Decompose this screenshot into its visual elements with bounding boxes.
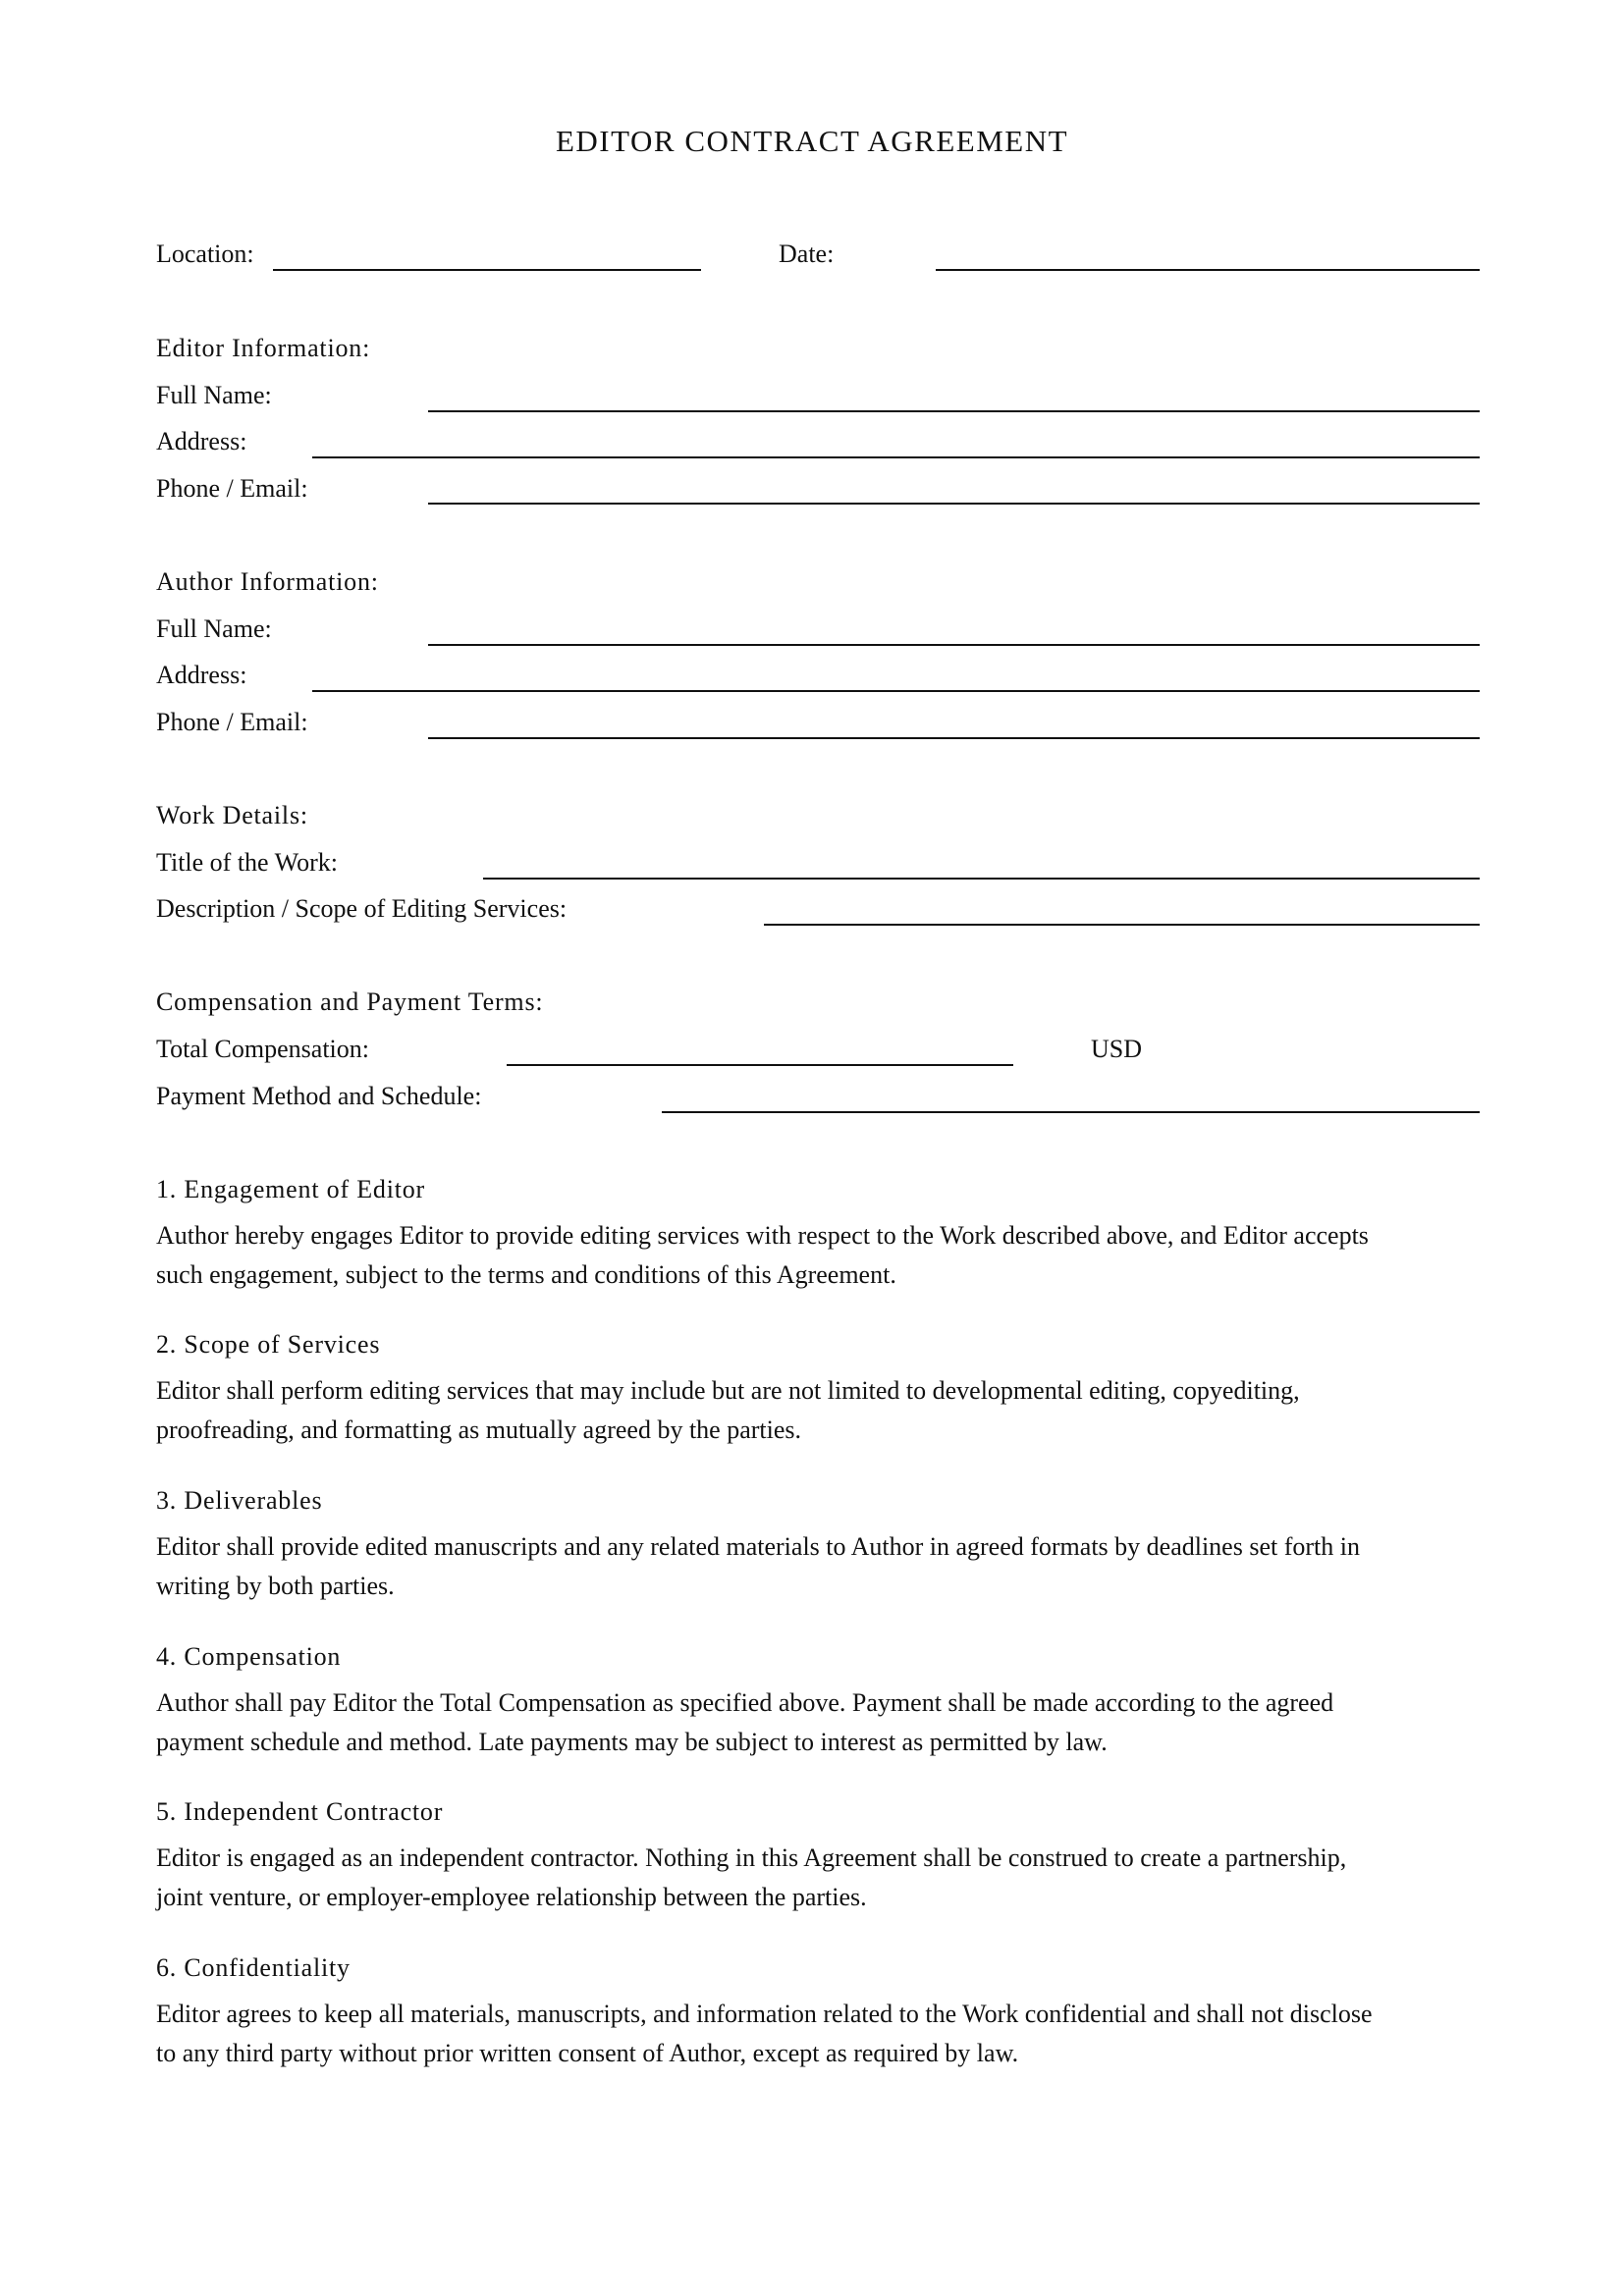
- payment-method-label: Payment Method and Schedule:: [156, 1082, 482, 1110]
- author-full-name-label: Full Name:: [156, 614, 272, 643]
- date-field[interactable]: [936, 269, 1480, 271]
- section-body: [156, 1683, 1482, 1762]
- location-label: Location:: [156, 240, 254, 268]
- author-address-field[interactable]: [312, 690, 1480, 692]
- total-compensation-field[interactable]: [507, 1064, 1013, 1066]
- section-body: [156, 1995, 1482, 2073]
- total-compensation-label: Total Compensation:: [156, 1035, 369, 1063]
- section-line: joint venture, or employer-employee relationship between the parties.: [156, 1883, 867, 1911]
- section-line: payment schedule and method. Late payments may be subject to interest as permitted by law.: [156, 1728, 1108, 1756]
- section-line: writing by both parties.: [156, 1572, 395, 1600]
- work-title-label: Title of the Work:: [156, 848, 338, 877]
- section-line: such engagement, subject to the terms and conditions of this Agreement.: [156, 1260, 896, 1289]
- section-line: Editor is engaged as an independent contractor. Nothing in this Agreement shall be construed to create a partnership,: [156, 1843, 1347, 1872]
- editor-full-name-field[interactable]: [428, 410, 1480, 412]
- section-body: [156, 1527, 1482, 1606]
- section-body: [156, 1839, 1482, 1917]
- location-field[interactable]: [273, 269, 701, 271]
- section-heading: 1. Engagement of Editor: [156, 1175, 425, 1203]
- editor-address-label: Address:: [156, 427, 247, 455]
- editor-info-heading: Editor Information:: [156, 334, 371, 362]
- section-line: Editor agrees to keep all materials, manuscripts, and information related to the Work confidential and shall not disclose: [156, 2000, 1373, 2028]
- work-description-label: Description / Scope of Editing Services:: [156, 894, 568, 923]
- payment-method-field[interactable]: [662, 1111, 1480, 1113]
- editor-phone-email-label: Phone / Email:: [156, 474, 308, 503]
- compensation-heading: Compensation and Payment Terms:: [156, 988, 544, 1016]
- author-phone-email-field[interactable]: [428, 737, 1480, 739]
- section-heading: 3. Deliverables: [156, 1486, 323, 1515]
- editor-full-name-label: Full Name:: [156, 381, 272, 409]
- work-title-field[interactable]: [483, 878, 1480, 880]
- section-heading: 6. Confidentiality: [156, 1953, 351, 1982]
- section-line: to any third party without prior written consent of Author, except as required by law.: [156, 2039, 1019, 2067]
- editor-phone-email-field[interactable]: [428, 503, 1480, 505]
- section-body: [156, 1216, 1482, 1295]
- section-heading: 5. Independent Contractor: [156, 1797, 444, 1826]
- work-details-heading: Work Details:: [156, 801, 308, 829]
- document-title: EDITOR CONTRACT AGREEMENT: [555, 124, 1069, 158]
- section-heading: 2. Scope of Services: [156, 1330, 381, 1359]
- author-address-label: Address:: [156, 661, 247, 689]
- author-full-name-field[interactable]: [428, 644, 1480, 646]
- section-line: Author shall pay Editor the Total Compensation as specified above. Payment shall be made according to the agreed: [156, 1688, 1334, 1717]
- work-description-field[interactable]: [764, 924, 1480, 926]
- section-heading: 4. Compensation: [156, 1642, 342, 1671]
- section-line: Author hereby engages Editor to provide editing services with respect to the Work described above, and Editor accepts: [156, 1221, 1369, 1250]
- author-phone-email-label: Phone / Email:: [156, 708, 308, 736]
- section-body: [156, 1371, 1482, 1450]
- author-info-heading: Author Information:: [156, 567, 379, 596]
- section-line: proofreading, and formatting as mutually agreed by the parties.: [156, 1415, 802, 1444]
- section-line: Editor shall perform editing services that may include but are not limited to developmental editing, copyediting,: [156, 1376, 1300, 1405]
- date-label: Date:: [779, 240, 835, 268]
- currency-label: USD: [1091, 1035, 1143, 1063]
- section-line: Editor shall provide edited manuscripts and any related materials to Author in agreed formats by deadlines set forth in: [156, 1532, 1360, 1561]
- editor-address-field[interactable]: [312, 456, 1480, 458]
